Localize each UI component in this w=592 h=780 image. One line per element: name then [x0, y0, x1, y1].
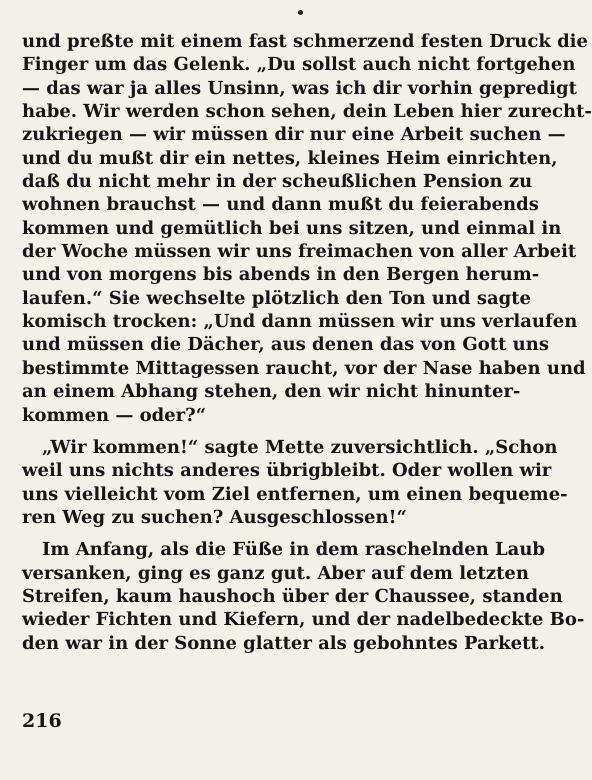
text-line: und müssen die Dächer, aus denen das von Gott uns — [22, 334, 549, 356]
text-line: den war in der Sonne glatter als gebohntes Parkett. — [22, 632, 545, 654]
text-line: — das war ja alles Unsinn, was ich dir vorhin gepredigt — [22, 77, 577, 99]
text-line: der Woche müssen wir uns freimachen von aller Arbeit — [22, 241, 577, 263]
text-line: habe. Wir werden schon sehen, dein Leben hier zurecht- — [22, 101, 592, 123]
text-line: versanken, ging es ganz gut. Aber auf dem letzten — [22, 562, 529, 584]
print-mark — [298, 10, 303, 15]
text-line: daß du nicht mehr in der scheußlichen Pension zu — [22, 171, 533, 193]
text-line: wieder Fichten und Kiefern, und der nadelbedeckte Bo- — [22, 609, 585, 631]
page-number: 216 — [22, 710, 62, 732]
text-line: und von morgens bis abends in den Bergen herum- — [22, 264, 540, 286]
text-line: kommen und gemütlich bei uns sitzen, und einmal in — [22, 217, 562, 239]
text-line: Streifen, kaum haushoch über der Chaussee, standen — [22, 585, 563, 607]
text-line: wohnen brauchst — und dann mußt du feierabends — [22, 194, 539, 216]
text-line: zukriegen — wir müssen dir nur eine Arbeit suchen — — [22, 124, 566, 146]
text-line: bestimmte Mittagessen raucht, vor der Nase haben und — [22, 357, 586, 379]
text-line: ren Weg zu suchen? Ausgeschlossen!“ — [22, 506, 407, 528]
text-line: uns vielleicht vom Ziel entfernen, um einen bequeme- — [22, 483, 568, 505]
text-line: laufen.“ Sie wechselte plötzlich den Ton und sagte — [22, 287, 531, 309]
text-line: weil uns nichts anderes übrigbleibt. Oder wollen wir — [22, 460, 552, 482]
text-line: an einem Abhang stehen, den wir nicht hinunter- — [22, 381, 521, 403]
text-line: und du mußt dir ein nettes, kleines Heim einrichten, — [22, 147, 558, 169]
page-text — [22, 30, 592, 655]
text-line: kommen — oder?“ — [22, 404, 207, 426]
text-line: Finger um das Gelenk. „Du sollst auch nicht fortgehen — [22, 54, 576, 76]
text-line: Im Anfang, als die Füße in dem raschelnden Laub — [42, 539, 546, 561]
text-line: und preßte mit einem fast schmerzend festen Druck die — [22, 31, 588, 52]
text-line: „Wir kommen!“ sagte Mette zuversichtlich. „Schon — [42, 436, 558, 458]
text-line: komisch trocken: „Und dann müssen wir uns verlaufen — [22, 311, 578, 333]
